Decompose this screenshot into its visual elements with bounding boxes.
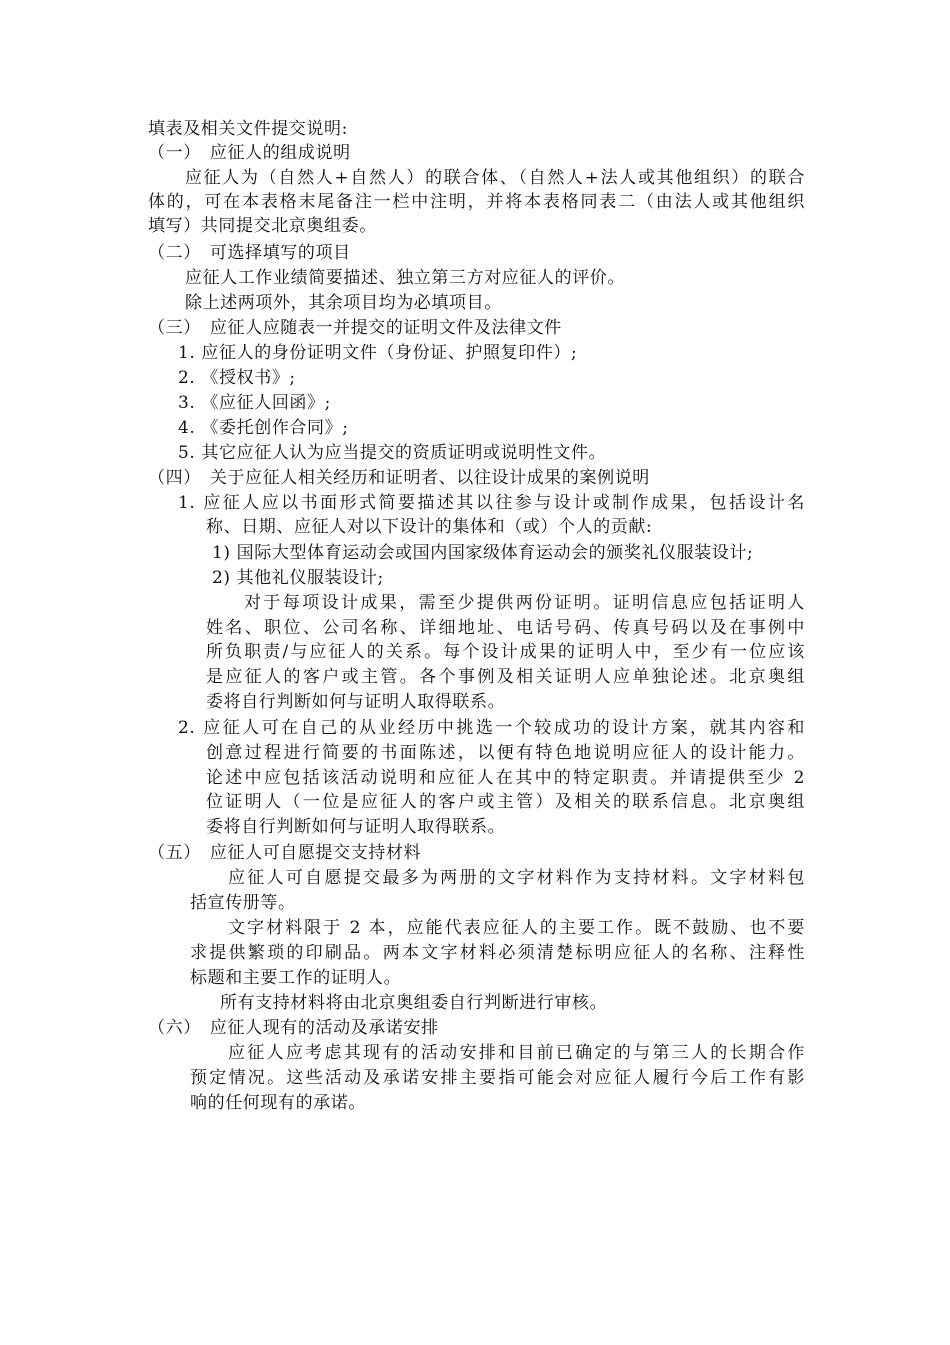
section-3-heading: （三） 应征人应随表一并提交的证明文件及法律文件	[148, 318, 562, 338]
section-4-item-2-line-4: 位证明人（一位是应征人的客户或主管）及相关的联系信息。北京奥组	[206, 792, 805, 812]
section-1-line-3: 填写）共同提交北京奥组委。	[148, 216, 377, 236]
section-3-item-2: 2. 《授权书》;	[178, 368, 296, 388]
section-1-line-1: 应征人为（自然人+自然人）的联合体、（自然人+法人或其他组织）的联合	[185, 168, 805, 188]
section-5-line-1: 应征人可自愿提交最多为两册的文字材料作为支持材料。文字材料包	[228, 868, 805, 888]
section-4-proof-line-1: 对于每项设计成果，需至少提供两份证明。证明信息应包括证明人	[244, 593, 805, 613]
section-1-heading: （一） 应征人的组成说明	[148, 143, 351, 163]
section-2-line-2: 除上述两项外，其余项目均为必填项目。	[185, 293, 502, 313]
page-title: 填表及相关文件提交说明:	[148, 119, 348, 139]
section-4-item-2-line-2: 创意过程进行简要的书面陈述，以便有特色地说明应征人的设计能力。	[206, 743, 805, 763]
section-3-item-5: 5. 其它应征人认为应当提交的资质证明或说明性文件。	[178, 443, 607, 463]
section-4-proof-line-3: 所负职责/与应征人的关系。每个设计成果的证明人中，至少有一位应该	[206, 642, 805, 662]
section-1-line-2: 体的，可在本表格末尾备注一栏中注明，并将本表格同表二（由法人或其他组织	[148, 192, 805, 212]
section-4-proof-line-5: 委将自行判断如何与证明人取得联系。	[206, 692, 506, 712]
section-6-line-3: 响的任何现有的承诺。	[190, 1093, 366, 1113]
section-5-line-4: 求提供繁琐的印刷品。两本文字材料必须清楚标明应征人的名称、注释性	[190, 943, 805, 963]
section-4-subitem-1: 1) 国际大型体育运动会或国内国家级体育运动会的颁奖礼仪服装设计;	[212, 543, 754, 563]
section-4-item-1-line-1: 1. 应征人应以书面形式简要描述其以往参与设计或制作成果，包括设计名	[178, 493, 805, 513]
section-2-line-1: 应征人工作业绩简要描述、独立第三方对应征人的评价。	[185, 268, 625, 288]
section-4-subitem-2: 2) 其他礼仪服装设计;	[212, 568, 384, 588]
section-5-line-3: 文字材料限于 2 本，应能代表应征人的主要工作。既不鼓励、也不要	[228, 918, 805, 938]
section-2-heading: （二） 可选择填写的项目	[148, 243, 351, 263]
section-3-item-3: 3. 《应征人回函》;	[178, 393, 331, 413]
section-5-line-2: 括宣传册等。	[190, 893, 296, 913]
section-4-item-2-line-3: 论述中应包括该活动说明和应征人在其中的特定职责。并请提供至少 2	[206, 768, 805, 788]
section-4-item-2-line-5: 委将自行判断如何与证明人取得联系。	[206, 817, 506, 837]
section-5-heading: （五） 应征人可自愿提交支持材料	[148, 843, 422, 863]
section-4-proof-line-4: 是应征人的客户或主管。各个事例及相关证明人应单独论述。北京奥组	[206, 667, 805, 687]
section-4-proof-line-2: 姓名、职位、公司名称、详细地址、电话号码、传真号码以及在事例中	[206, 618, 805, 638]
section-4-item-2-line-1: 2. 应征人可在自己的从业经历中挑选一个较成功的设计方案，就其内容和	[178, 718, 805, 738]
section-5-line-6: 所有支持材料将由北京奥组委自行判断进行审核。	[220, 993, 608, 1013]
section-6-line-2: 预定情况。这些活动及承诺安排主要指可能会对应征人履行今后工作有影	[190, 1068, 805, 1088]
section-3-item-4: 4. 《委托创作合同》;	[178, 418, 349, 438]
section-6-line-1: 应征人应考虑其现有的活动安排和目前已确定的与第三人的长期合作	[228, 1043, 805, 1063]
section-5-line-5: 标题和主要工作的证明人。	[190, 968, 402, 988]
section-3-item-1: 1. 应征人的身份证明文件（身份证、护照复印件）;	[178, 343, 578, 363]
section-4-heading: （四） 关于应征人相关经历和证明者、以往设计成果的案例说明	[148, 468, 650, 488]
section-6-heading: （六） 应征人现有的活动及承诺安排	[148, 1018, 439, 1038]
section-4-item-1-line-2: 称、日期、应征人对以下设计的集体和（或）个人的贡献:	[206, 517, 653, 537]
